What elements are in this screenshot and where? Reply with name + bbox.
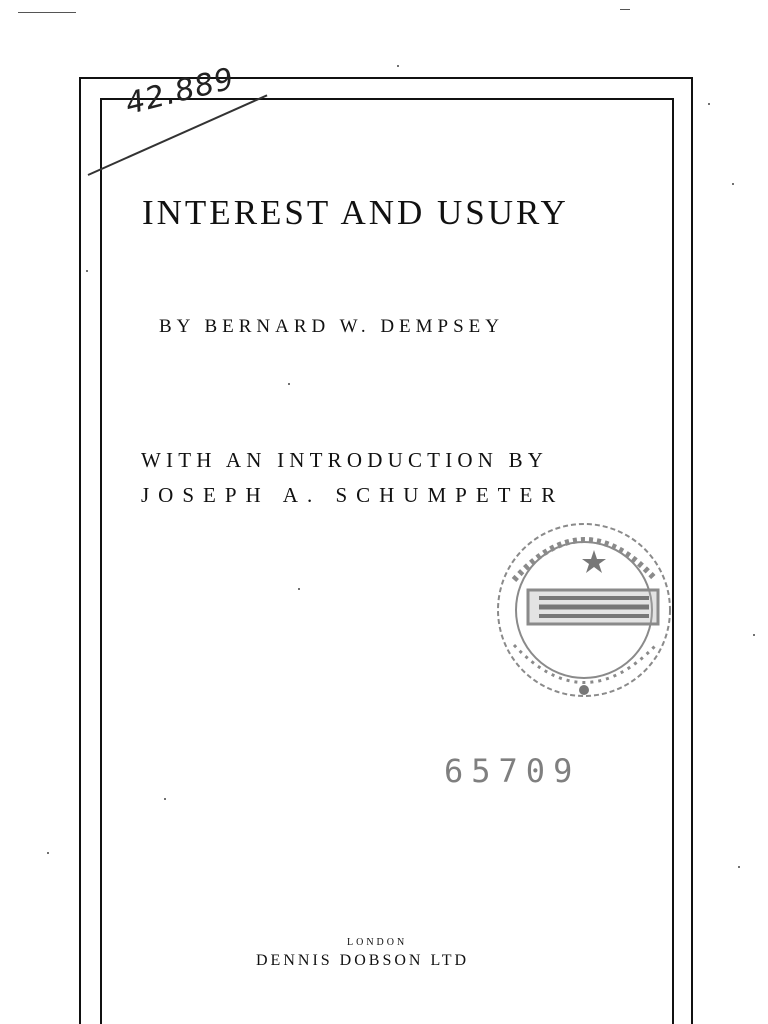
dust-speck (298, 588, 300, 590)
publisher-name: DENNIS DOBSON LTD (256, 952, 470, 969)
introduction-line-2: JOSEPH A. SCHUMPETER (141, 483, 565, 507)
shelf-number: 65709 (444, 752, 581, 790)
dust-speck (288, 383, 290, 385)
dust-speck (397, 65, 399, 67)
dust-speck (738, 866, 740, 868)
dust-speck (86, 270, 88, 272)
author-line: BY BERNARD W. DEMPSEY (159, 316, 505, 337)
library-stamp-icon (484, 510, 674, 710)
dust-speck (164, 798, 166, 800)
introduction-line-1: WITH AN INTRODUCTION BY (141, 448, 549, 472)
book-title: INTEREST AND USURY (142, 193, 569, 232)
dust-speck (732, 183, 734, 185)
dust-speck (47, 852, 49, 854)
handwritten-number: 42.889 (122, 61, 239, 122)
dust-speck (708, 103, 710, 105)
scan-edge-mark (18, 12, 76, 13)
scan-edge-mark (620, 9, 630, 10)
dust-speck (753, 634, 755, 636)
publisher-city: LONDON (347, 937, 408, 948)
